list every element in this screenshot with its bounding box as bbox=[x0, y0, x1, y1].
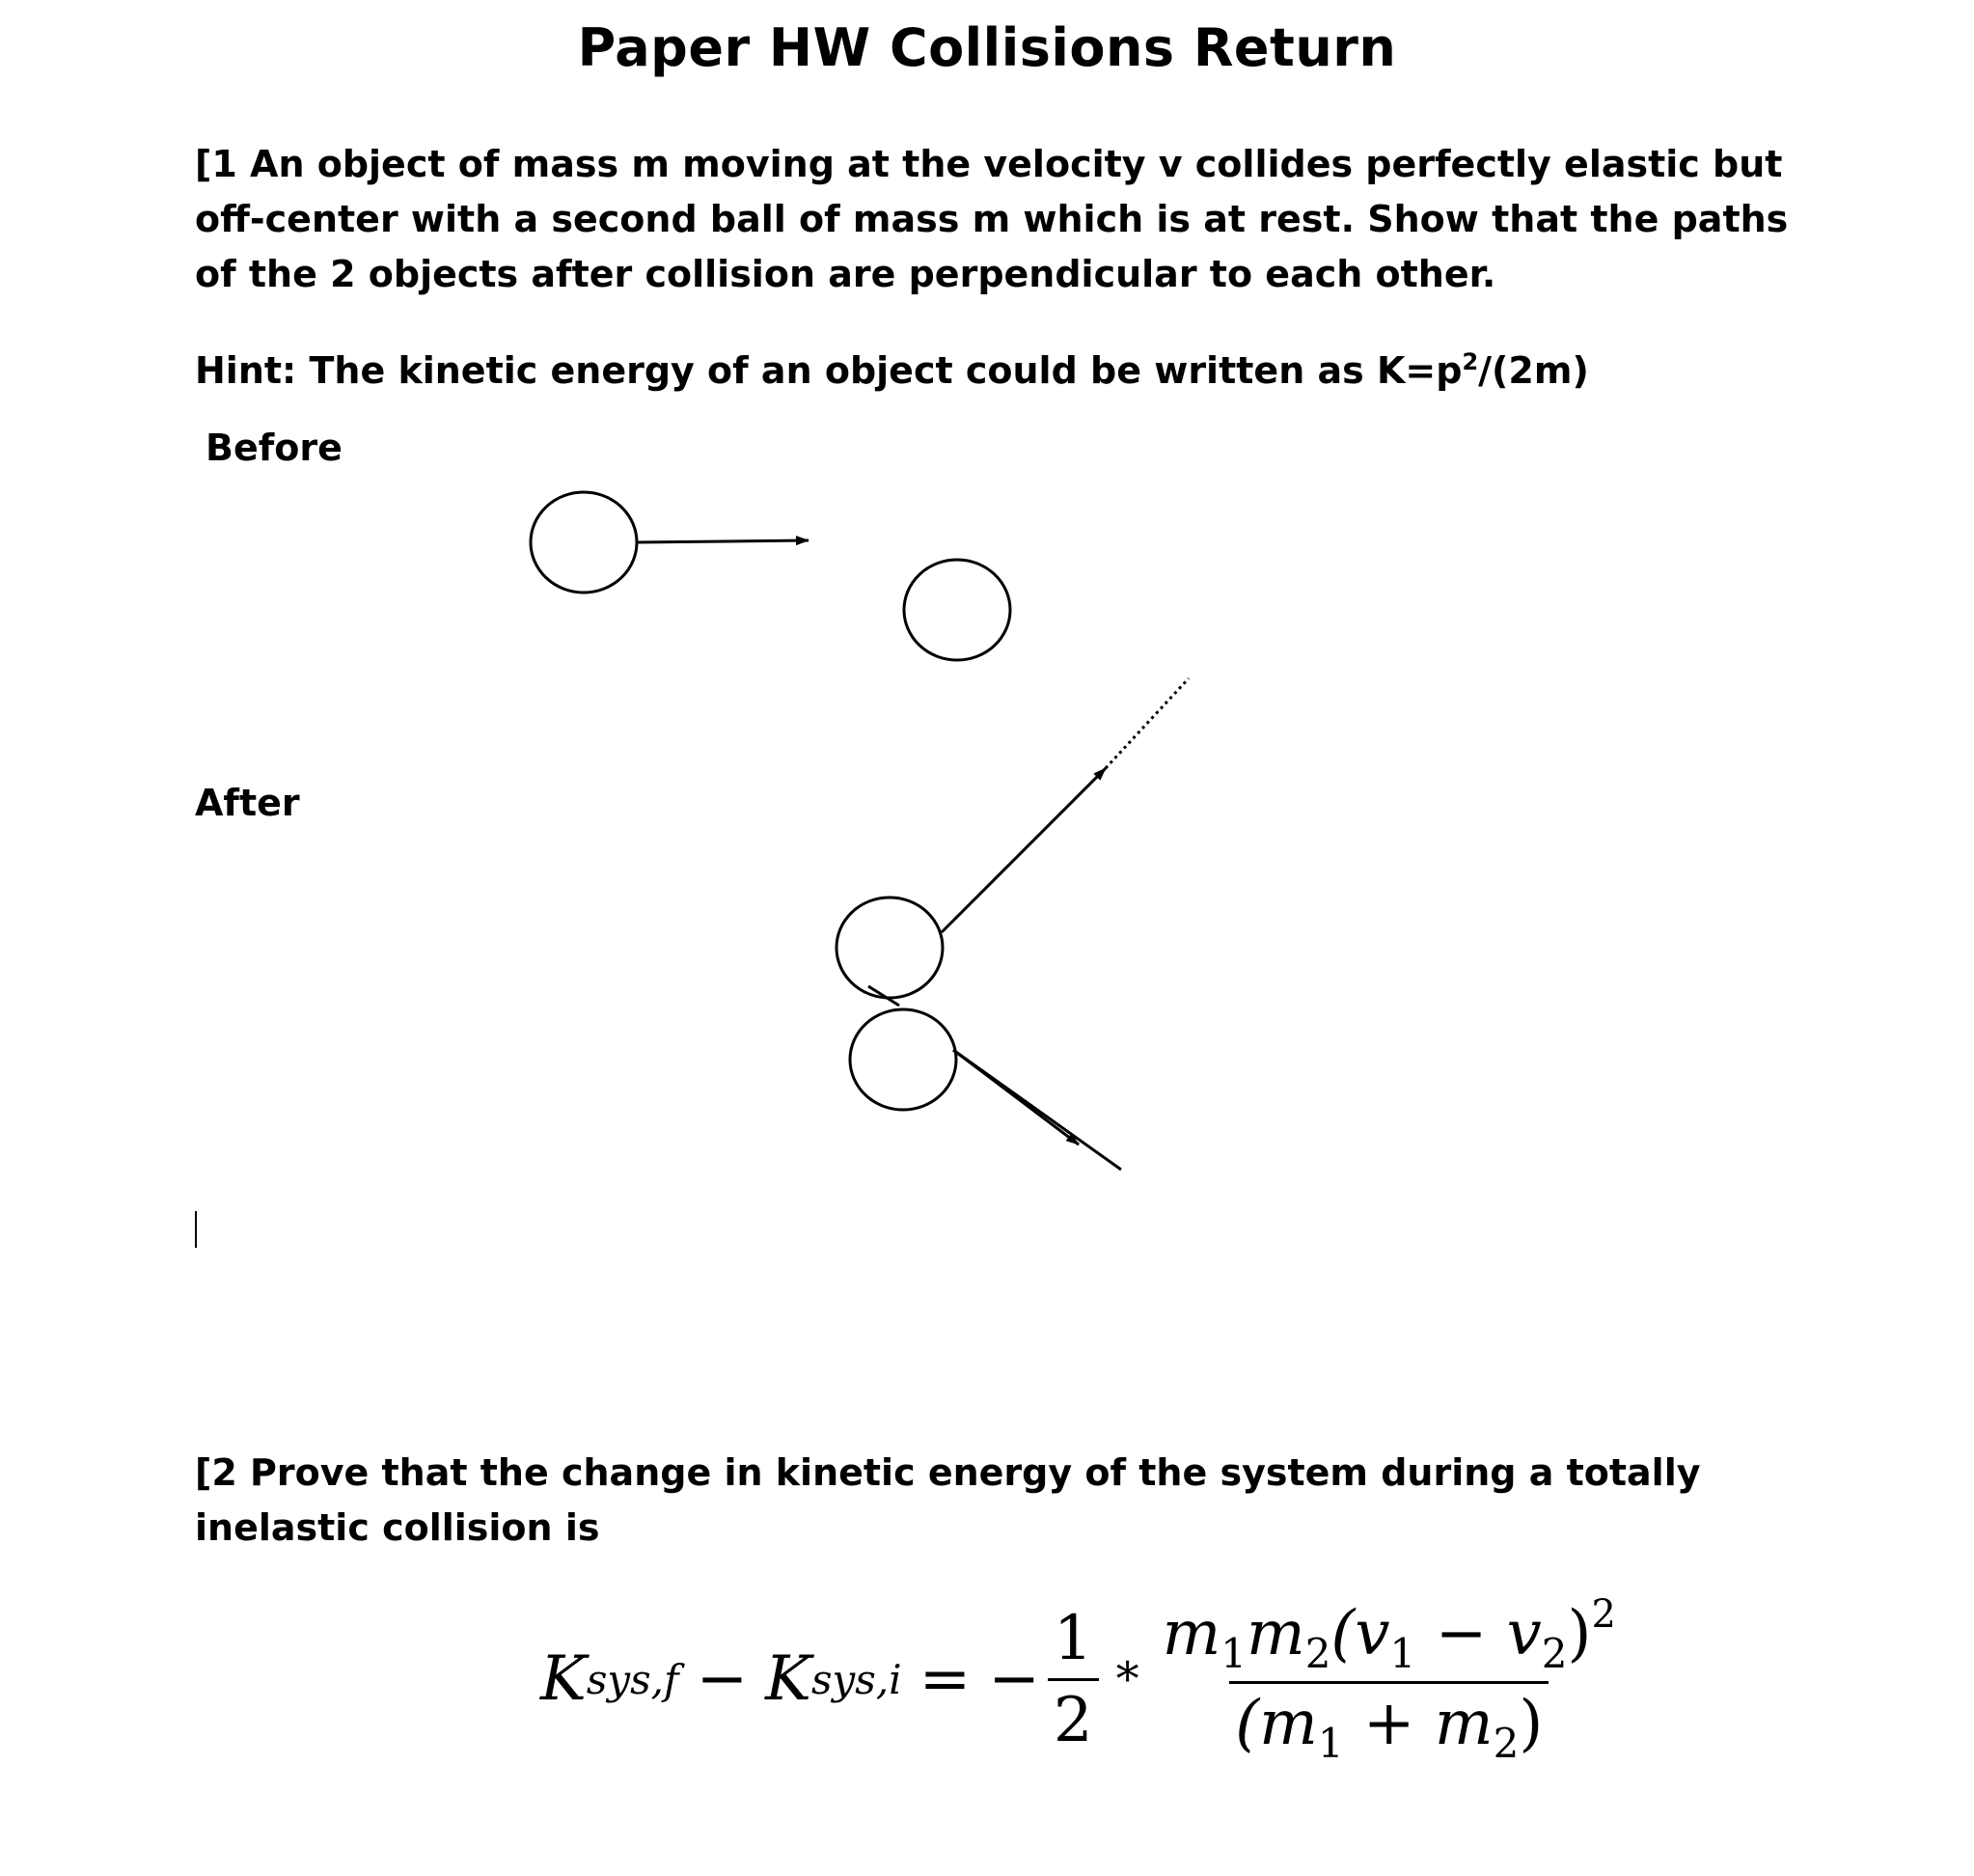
half-numerator: 1 bbox=[1053, 1602, 1093, 1674]
minus-sign: − bbox=[696, 1643, 749, 1715]
numerator-m1-subscript: 1 bbox=[1220, 1629, 1247, 1677]
after-label: After bbox=[195, 782, 300, 824]
k-final: K bbox=[540, 1643, 587, 1715]
half-denominator: 2 bbox=[1048, 1678, 1099, 1756]
kinetic-energy-equation bbox=[0, 1583, 1974, 1776]
numerator-v2-subscript: 2 bbox=[1541, 1629, 1568, 1677]
after-upper-ball bbox=[836, 897, 943, 998]
after-lower-path-line bbox=[953, 1050, 1121, 1170]
denominator-m1: (m bbox=[1235, 1687, 1318, 1759]
denominator-m1-subscript: 1 bbox=[1317, 1719, 1344, 1767]
equation-row bbox=[540, 1583, 1630, 1776]
numerator-v1: (v bbox=[1330, 1597, 1390, 1669]
numerator-close-paren: ) bbox=[1567, 1597, 1592, 1669]
hint-exponent: 2 bbox=[1462, 348, 1479, 375]
hint-suffix: /(2m) bbox=[1478, 349, 1589, 392]
k-initial-subscript: sys,i bbox=[810, 1655, 902, 1703]
half-fraction bbox=[1048, 1603, 1099, 1756]
numerator-m2-subscript: 2 bbox=[1304, 1629, 1331, 1677]
page-title: Paper HW Collisions Return bbox=[577, 17, 1397, 78]
numerator-exponent: 2 bbox=[1591, 1591, 1616, 1637]
after-upper-dotted-path bbox=[1106, 678, 1189, 768]
negative-sign: − bbox=[988, 1643, 1040, 1715]
k-initial: K bbox=[765, 1643, 811, 1715]
mass-velocity-fraction bbox=[1157, 1592, 1622, 1767]
question-2-text: [2 Prove that the change in kinetic energy of the system during a totally inelastic collision is bbox=[195, 1451, 1701, 1549]
before-moving-ball bbox=[531, 492, 637, 593]
before-stationary-ball bbox=[904, 560, 1010, 660]
numerator-m1: m bbox=[1162, 1597, 1221, 1669]
text-cursor bbox=[195, 1211, 197, 1248]
denominator-close-paren: ) bbox=[1519, 1687, 1544, 1759]
fraction-numerator bbox=[1157, 1592, 1622, 1681]
numerator-v2: − v bbox=[1415, 1597, 1542, 1669]
numerator-m2: m bbox=[1247, 1597, 1305, 1669]
question-1-text: [1 An object of mass m moving at the velocity v collides perfectly elastic but off-center with a second ball of mass m which is at rest. Show that the paths of the 2 objects after collision are perpendicular to each other. bbox=[195, 143, 1789, 295]
multiply-star: * bbox=[1115, 1652, 1139, 1706]
equals-sign: = bbox=[918, 1643, 972, 1715]
after-lower-ball bbox=[850, 1009, 956, 1110]
before-label: Before bbox=[206, 427, 343, 469]
before-velocity-arrow bbox=[637, 540, 809, 542]
hint-prefix: Hint: The kinetic energy of an object could be written as K=p bbox=[195, 349, 1463, 392]
denominator-m2-subscript: 2 bbox=[1493, 1719, 1520, 1767]
fraction-denominator bbox=[1229, 1681, 1549, 1767]
numerator-v1-subscript: 1 bbox=[1389, 1629, 1416, 1677]
denominator-m2: + m bbox=[1343, 1687, 1494, 1759]
k-final-subscript: sys,f bbox=[586, 1655, 679, 1703]
after-upper-velocity-arrow bbox=[942, 768, 1106, 932]
